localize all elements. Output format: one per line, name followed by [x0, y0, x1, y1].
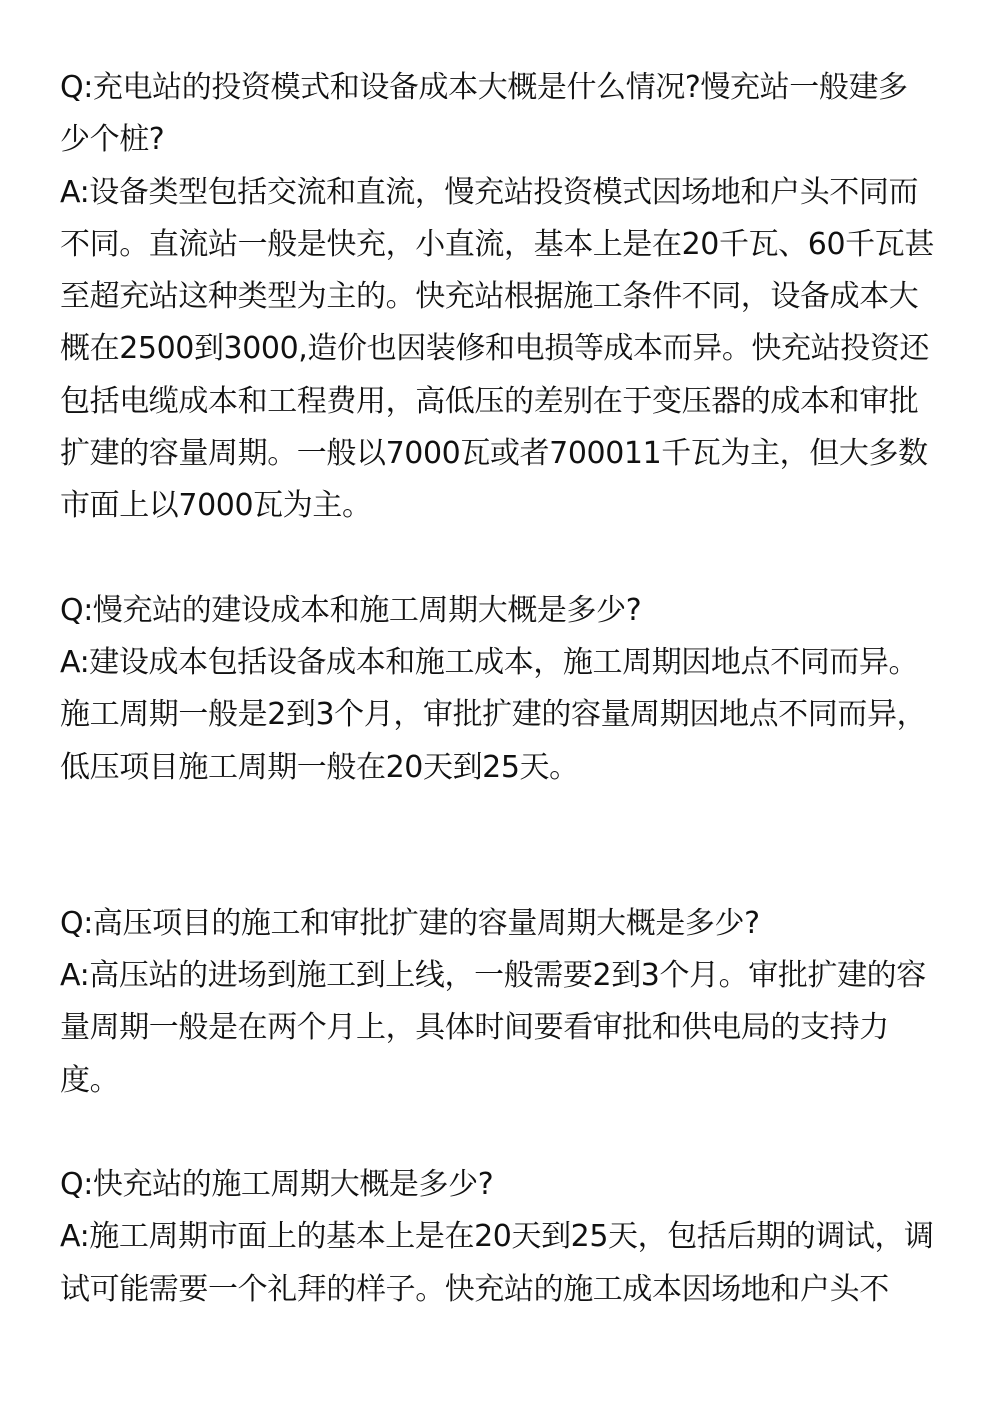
- paragraph-spacer: [60, 533, 935, 585]
- document-page: [60, 62, 935, 1316]
- qa-item-4: [60, 1159, 935, 1316]
- qa-item-1: [60, 62, 935, 533]
- qa-item-3: [60, 898, 935, 1107]
- answer-4: A:施工周期市面上的基本上是在20天到25天，包括后期的调试，调试可能需要一个礼拜的样子。快充站的施工成本因场地和户头不: [60, 1219, 934, 1307]
- question-4: Q:快充站的施工周期大概是多少?: [60, 1167, 494, 1203]
- qa-item-2: [60, 585, 935, 794]
- paragraph-spacer: [60, 794, 935, 898]
- question-1: Q:充电站的投资模式和设备成本大概是什么情况?慢充站一般建多少个桩?: [60, 70, 908, 158]
- question-3: Q:高压项目的施工和审批扩建的容量周期大概是多少?: [60, 905, 760, 941]
- answer-3: A:高压站的进场到施工到上线，一般需要2到3个月。审批扩建的容量周期一般是在两个月上，具体时间要看审批和供电局的支持力度。: [60, 958, 926, 1098]
- question-2: Q:慢充站的建设成本和施工周期大概是多少?: [60, 592, 642, 628]
- paragraph-spacer: [60, 1107, 935, 1159]
- answer-2: A:建设成本包括设备成本和施工成本，施工周期因地点不同而异。施工周期一般是2到3个月，审批扩建的容量周期因地点不同而异，低压项目施工周期一般在20天到25天。: [60, 644, 927, 785]
- answer-1: A:设备类型包括交流和直流，慢充站投资模式因场地和户头不同而不同。直流站一般是快充，小直流，基本上是在20千瓦、60千瓦甚至超充站这种类型为主的。快充站根据施工条件不同，设备成本大概在2500到3000,造价也因装修和电损等成本而异。快充站投资还包括电缆成本和工程费用，高低压的差别在于变压器的成本和审批扩建的容量周期。一般以7000瓦或者700011千瓦为主，但大多数市面上以7000瓦为主。: [60, 174, 934, 524]
